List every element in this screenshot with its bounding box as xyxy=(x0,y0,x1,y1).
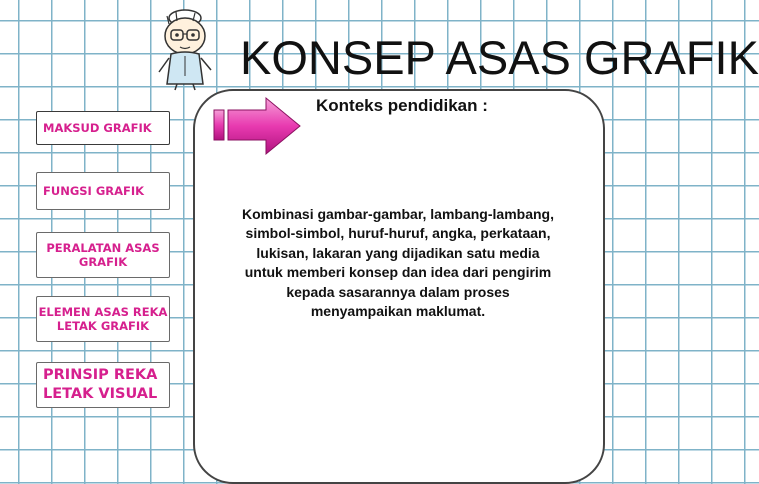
nav-item-prinsip-reka-letak-visual[interactable]: PRINSIP REKA LETAK VISUAL xyxy=(36,362,170,408)
nav-item-fungsi-grafik[interactable]: FUNGSI GRAFIK xyxy=(36,172,170,210)
nav-item-elemen-asas-reka-letak-grafik[interactable]: ELEMEN ASAS REKA LETAK GRAFIK xyxy=(36,296,170,342)
nav-item-maksud-grafik[interactable]: MAKSUD GRAFIK xyxy=(36,111,170,145)
page-title: KONSEP ASAS GRAFIK xyxy=(240,31,759,84)
content-heading: Konteks pendidikan : xyxy=(316,96,488,115)
content-body: Kombinasi gambar-gambar, lambang-lambang, simbol-simbol, huruf-huruf, angka, perkataan, lukisan, lakaran yang dijadikan satu media untuk memberi konsep dan idea dari pengirim kepada sasarannya dalam proses menyampaikan maklumat. xyxy=(242,206,554,320)
mascot-icon xyxy=(147,4,227,92)
nav-item-peralatan-asas-grafik[interactable]: PERALATAN ASAS GRAFIK xyxy=(36,232,170,278)
arrow-right-icon xyxy=(214,96,304,160)
